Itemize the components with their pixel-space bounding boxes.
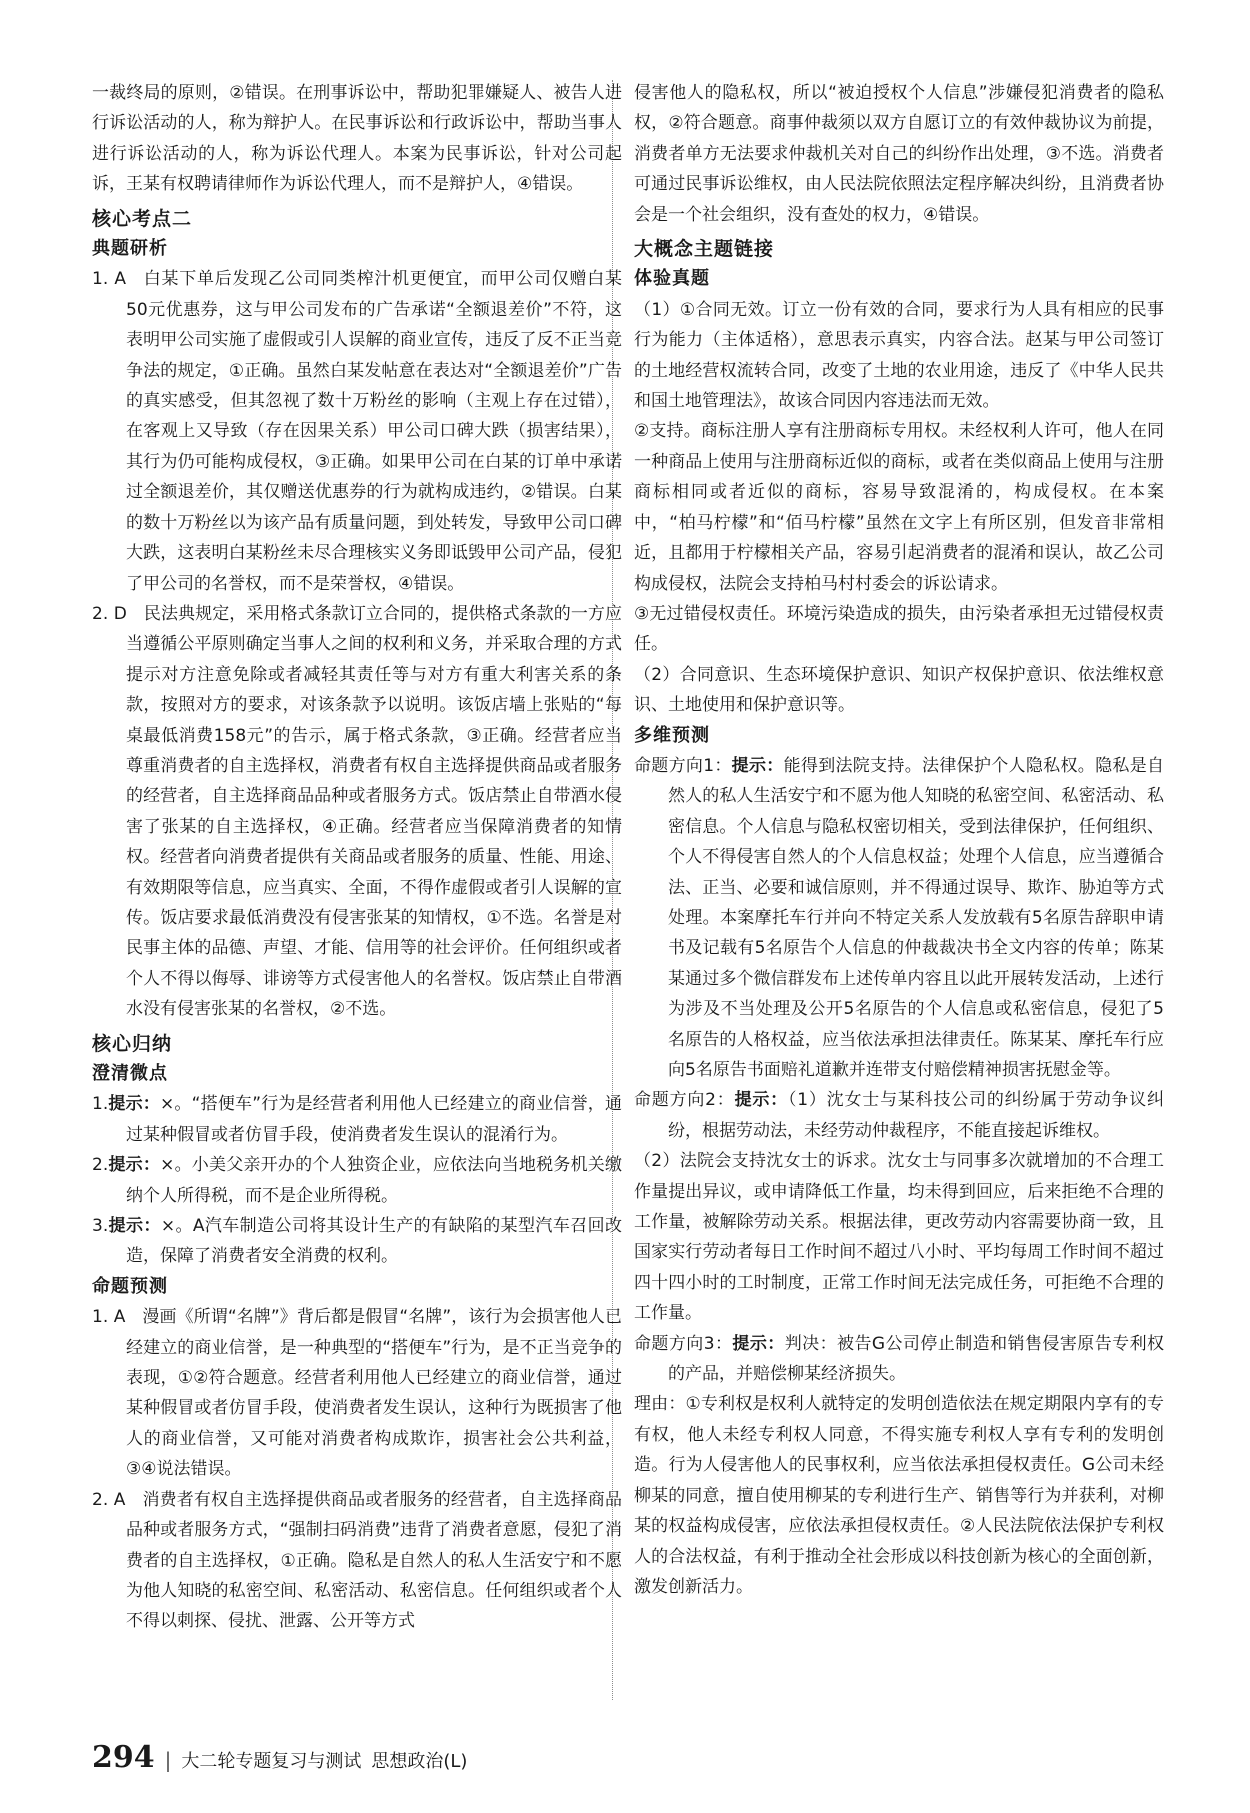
section-heading-summary: 核心归纳 <box>92 1032 173 1055</box>
direction-text: 判决：被告G公司停止制造和销售侵害原告专利权的产品，并赔偿柳某经济损失。 <box>668 1333 1164 1385</box>
item-text: ×。A汽车制造公司将其设计生产的有缺陷的某型汽车召回改造，保障了消费者安全消费的权利。 <box>126 1216 623 1267</box>
direction-label: 命题方向3： <box>634 1333 733 1354</box>
direction-label: 命题方向2： <box>634 1090 735 1111</box>
right-column <box>634 78 1164 1602</box>
answer-item-2 <box>92 599 622 1025</box>
item-number: 2. <box>92 1155 109 1176</box>
direction-2 <box>634 1085 1164 1146</box>
tip-label: 提示： <box>108 1155 161 1176</box>
subheading-clarify: 澄清微点 <box>92 1063 168 1084</box>
tip-label: 提示： <box>108 1216 161 1237</box>
page-footer <box>92 1740 467 1775</box>
direction-2-part-2: （2）法院会支持沈女士的诉求。沈女士与同事多次就增加的不合理工作量提出异议，或申请降低工作量，均未得到回应，后来拒绝不合理的工作量，被解除劳动关系。根据法律，更改劳动内容需要协商一致，且国家实行劳动者每日工作时间不超过八小时、平均每周工作时间不超过四十四小时的工时制度，正常工作时间无法完成任务，可拒绝不合理的工作量。 <box>634 1151 1164 1324</box>
section-heading-core2: 核心考点二 <box>92 207 193 230</box>
clarify-item-2 <box>92 1150 622 1211</box>
answer-number: 1. A <box>92 269 126 290</box>
paragraph: 一裁终局的原则，②错误。在刑事诉讼中，帮助犯罪嫌疑人、被告人进行诉讼活动的人，称为辩护人。在民事诉讼和行政诉讼中，帮助当事人进行诉讼活动的人，称为诉讼代理人。本案为民事诉讼，针对公司起诉，王某有权聘请律师作为诉讼代理人，而不是辩护人，④错误。 <box>92 83 622 195</box>
answer-text: 白某下单后发现乙公司同类榨汁机更便宜，而甲公司仅赠白某50元优惠券，这与甲公司发布的广告承诺“全额退差价”不符，这表明甲公司实施了虚假或引人误解的商业宣传，违反了反不正当竞争法的规定，①正确。虽然白某发帖意在表达对“全额退差价”广告的真实感受，但其忽视了数十万粉丝的影响（主观上存在过错），在客观上又导致（存在因果关系）甲公司口碑大跌（损害结果），其行为仍可能构成侵权，③正确。如果甲公司在白某的订单中承诺过全额退差价，其仅赠送优惠券的行为就构成违约，②错误。白某的数十万粉丝以为该产品有质量问题，到处转发，导致甲公司口碑大跌，这表明白某粉丝未尽合理核实义务即诋毁甲公司产品，侵犯了甲公司的名誉权，而不是荣誉权，④错误。 <box>126 269 622 594</box>
answer-text: 民法典规定，采用格式条款订立合同的，提供格式条款的一方应当遵循公平原则确定当事人之间的权利和义务，并采取合理的方式提示对方注意免除或者减轻其责任等与对方有重大利害关系的条款，按照对方的要求，对该条款予以说明。该饭店墙上张贴的“每桌最低消费158元”的告示，属于格式条款，③正确。经营者应当尊重消费者的自主选择权，消费者有权自主选择提供商品或者服务的经营者，自主选择商品品种或者服务方式。饭店禁止自带酒水侵害了张某的自主选择权，④正确。经营者应当保障消费者的知情权。经营者向消费者提供有关商品或者服务的质量、性能、用途、有效期限等信息，应当真实、全面，不得作虚假或者引人误解的宣传。饭店要求最低消费没有侵害张某的知情权，①不选。名誉是对民事主体的品德、声望、才能、信用等的社会评价。任何组织或者个人不得以侮辱、诽谤等方式侵害他人的名誉权。饭店禁止自带酒水没有侵害张某的名誉权，②不选。 <box>126 603 622 1020</box>
direction-3 <box>634 1329 1164 1390</box>
direction-1 <box>634 751 1164 1085</box>
experience-answer-2: ②支持。商标注册人享有注册商标专用权。未经权利人许可，他人在同一种商品上使用与注册商标近似的商标，或者在类似商品上使用与注册商标相同或者近似的商标，容易导致混淆的，构成侵权。在本案中，“柏马柠檬”和“佰马柠檬”虽然在文字上有所区别，但发音非常相近，且都用于柠檬相关产品，容易引起消费者的混淆和误认，故乙公司构成侵权，法院会支持柏马村村委会的诉讼请求。 <box>634 421 1164 594</box>
direction-3-reason: 理由：①专利权是权利人就特定的发明创造依法在规定期限内享有的专有权，他人未经专利权人同意，不得实施专利权人享有专利的发明创造。行为人侵害他人的民事权利，应当依法承担侵权责任。G公司未经柳某的同意，擅自使用柳某的专利进行生产、销售等行为并获利，对柳某的权益构成侵害，应依法承担侵权责任。②人民法院依法保护专利权人的合法权益，有利于推动全社会形成以科技创新为核心的全面创新，激发创新活力。 <box>634 1394 1164 1597</box>
predict-item-1 <box>92 1302 622 1484</box>
subheading-predict: 命题预测 <box>92 1275 168 1297</box>
tip-label: 提示： <box>732 1333 785 1354</box>
experience-answer-3: ③无过错侵权责任。环境污染造成的损失，由污染者承担无过错侵权责任。 <box>634 603 1164 655</box>
direction-label: 命题方向1： <box>634 755 732 776</box>
subject-title: 思想政治(L) <box>371 1751 468 1772</box>
tip-label: 提示： <box>108 1094 160 1115</box>
answer-number: 1. A <box>92 1307 126 1328</box>
item-text: ×。小美父亲开办的个人独资企业，应依法向当地税务机关缴纳个人所得税，而不是企业所得税。 <box>126 1155 622 1206</box>
answer-number: 2. A <box>92 1489 126 1510</box>
clarify-item-3 <box>92 1211 622 1272</box>
item-text: ×。“搭便车”行为是经营者利用他人已经建立的商业信誉，通过某种假冒或者仿冒手段，使消费者发生误认的混淆行为。 <box>126 1094 623 1145</box>
direction-text: 能得到法院支持。法律保护个人隐私权。隐私是自然人的私人生活安宁和不愿为他人知晓的私密空间、私密活动、私密信息。个人信息与隐私权密切相关，受到法律保护，任何组织、个人不得侵害自然人的个人信息权益；处理个人信息，应当遵循合法、正当、必要和诚信原则，并不得通过误导、欺诈、胁迫等方式处理。本案摩托车行并向不特定关系人发放载有5名原告辞职申请书及记载有5名原告个人信息的仲裁裁决书全文内容的传单；陈某某通过多个微信群发布上述传单内容且以此开展转发活动，上述行为涉及不当处理及公开5名原告的个人信息或私密信息，侵犯了5名原告的人格权益，应当依法承担法律责任。陈某某、摩托车行应向5名原告书面赔礼道歉并连带支付赔偿精神损害抚慰金等。 <box>668 755 1164 1080</box>
subheading-typical: 典题研析 <box>92 238 168 260</box>
section-heading-link: 大概念主题链接 <box>634 238 775 261</box>
item-number: 3. <box>92 1216 109 1237</box>
answer-text: 漫画《所谓“名牌”》背后都是假冒“名牌”，该行为会损害他人已经建立的商业信誉，是一种典型的“搭便车”行为，是不正当竞争的表现，①②符合题意。经营者利用他人已经建立的商业信誉，通过某种假冒或者仿冒手段，使消费者发生误认，这种行为既损害了他人的商业信誉，又可能对消费者构成欺诈，损害社会公共利益，③④说法错误。 <box>126 1307 622 1480</box>
paragraph: 侵害他人的隐私权，所以“被迫授权个人信息”涉嫌侵犯消费者的隐私权，②符合题意。商事仲裁须以双方自愿订立的有效仲裁协议为前提，消费者单方无法要求仲裁机关对自己的纠纷作出处理，③不选。消费者可通过民事诉讼维权，由人民法院依照法定程序解决纠纷，且消费者协会是一个社会组织，没有查处的权力，④错误。 <box>634 83 1164 225</box>
predict-item-2 <box>92 1485 622 1637</box>
tip-label: 提示： <box>734 1090 788 1111</box>
experience-answer-1: （1）①合同无效。订立一份有效的合同，要求行为人具有相应的民事行为能力（主体适格），意思表示真实，内容合法。赵某与甲公司签订的土地经营权流转合同，改变了土地的农业用途，违反了《中华人民共和国土地管理法》，故该合同因内容违法而无效。 <box>634 299 1164 412</box>
subheading-experience: 体验真题 <box>634 268 710 290</box>
direction-text: （1）沈女士与某科技公司的纠纷属于劳动争议纠纷，根据劳动法，未经劳动仲裁程序，不能直接起诉维权。 <box>668 1090 1164 1141</box>
answer-number: 2. D <box>92 603 127 624</box>
item-number: 1. <box>92 1094 109 1115</box>
answer-item-1 <box>92 264 622 598</box>
book-title: 大二轮专题复习与测试 <box>181 1751 362 1772</box>
footer-separator: | <box>164 1748 172 1772</box>
experience-answer-4: （2）合同意识、生态环境保护意识、知识产权保护意识、依法维权意识、土地使用和保护意识等。 <box>634 664 1164 716</box>
page-number: 294 <box>92 1740 155 1775</box>
answer-text: 消费者有权自主选择提供商品或者服务的经营者，自主选择商品品种或者服务方式，“强制扫码消费”违背了消费者意愿，侵犯了消费者的自主选择权，①正确。隐私是自然人的私人生活安宁和不愿为他人知晓的私密空间、私密活动、私密信息。任何组织或者个人不得以刺探、侵扰、泄露、公开等方式 <box>126 1489 622 1632</box>
left-column <box>92 78 622 1637</box>
subheading-multi: 多维预测 <box>634 724 710 746</box>
tip-label: 提示： <box>731 755 784 776</box>
clarify-item-1 <box>92 1089 622 1150</box>
